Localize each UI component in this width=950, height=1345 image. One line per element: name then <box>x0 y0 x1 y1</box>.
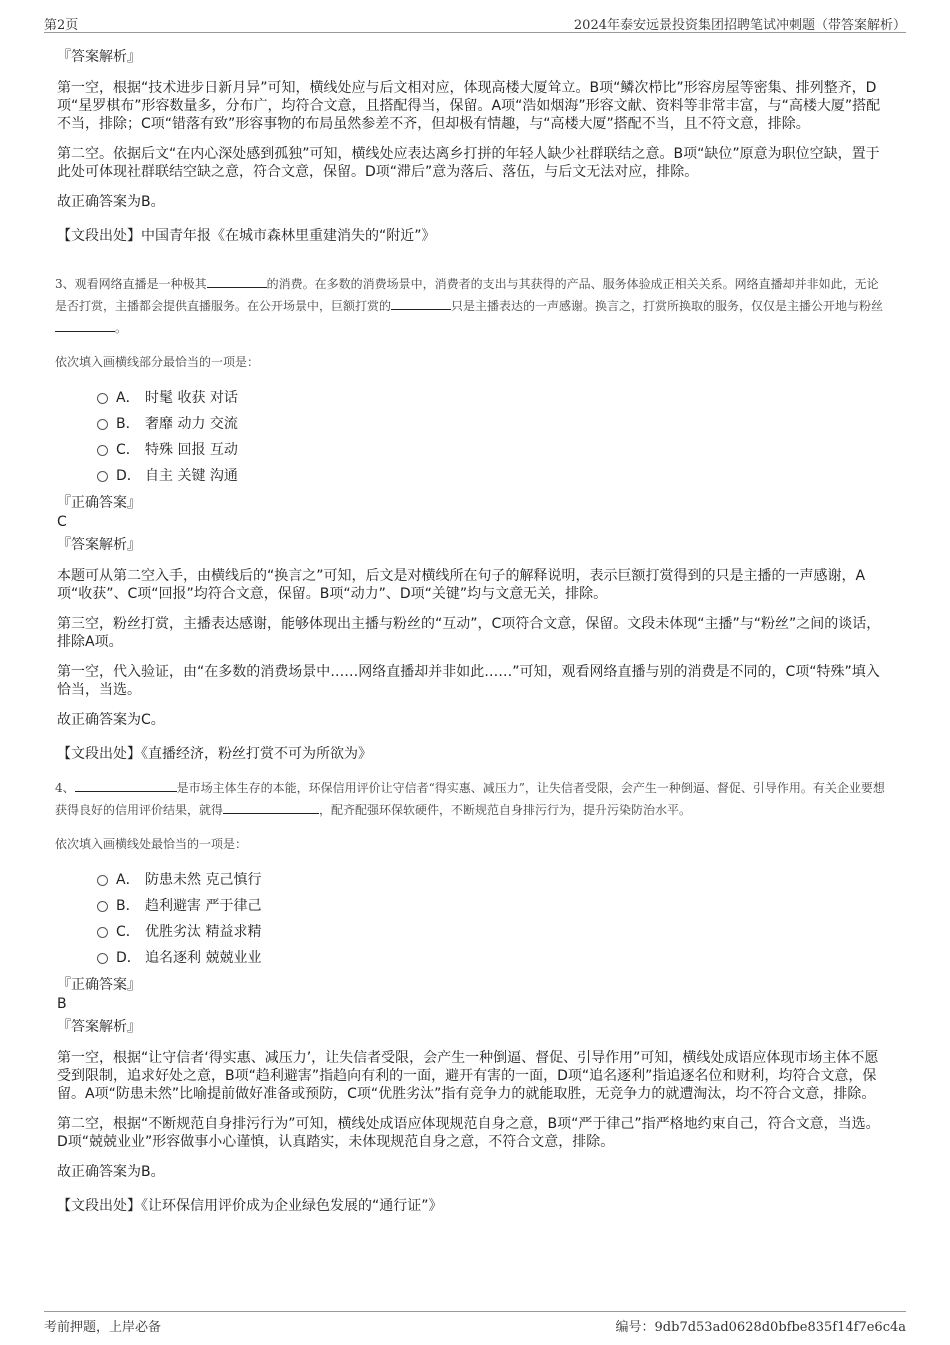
q2-answer-statement: 故正确答案为B。 <box>57 194 165 210</box>
radio-icon[interactable] <box>97 471 108 482</box>
option-text: 时髦 收获 对话 <box>145 390 238 406</box>
q4-prompt: 依次填入画横线处最恰当的一项是： <box>55 837 248 851</box>
q4-options <box>57 867 889 971</box>
q4-option-b[interactable] <box>57 893 889 919</box>
q3-options <box>57 385 889 489</box>
radio-icon[interactable] <box>97 875 108 886</box>
q3-text-part: 3、观看网络直播是一种极其 <box>55 277 207 291</box>
q4-correct-answer: B <box>57 996 67 1012</box>
q4-question-text <box>55 777 889 821</box>
option-text: 奢靡 动力 交流 <box>145 416 238 432</box>
q3-blank-2 <box>391 297 451 310</box>
q3-source: 【文段出处】《直播经济，粉丝打赏不可为所欲为》 <box>57 746 372 762</box>
page-header <box>44 14 906 33</box>
q4-text-part: 4、 <box>55 781 75 795</box>
q3-option-c[interactable] <box>57 437 889 463</box>
q2-analysis-paragraph: 第一空，根据“技术进步日新月异”可知，横线处应与后文相对应，体现高楼大厦耸立。B项“鳞次栉比”形容房屋等密集、排列整齐，D项“星罗棋布”形容数量多，分布广，均符合文意，且搭配得当，保留。A项“浩如烟海”形容文献、资料等非常丰富，与“高楼大厦”搭配不当，排除；C项“错落有致”形容事物的布局虽然参差不齐，但却极有情趣，与“高楼大厦”搭配不当，且不符文意，排除。 <box>57 80 881 132</box>
document-code: 编号：9db7d53ad0628d0bfbe835f14f7e6c4a <box>615 1320 906 1335</box>
q4-option-c[interactable] <box>57 919 889 945</box>
q3-analysis-paragraph: 本题可从第二空入手，由横线后的“换言之”可知，后文是对横线所在句子的解释说明，表示巨额打赏得到的只是主播的一声感谢，A项“收获”、C项“回报”均符合文意，保留。B项“动力”、D项“关键”均与文意无关，排除。 <box>57 568 866 602</box>
option-letter: C． <box>116 442 140 458</box>
q3-question-text <box>55 273 889 339</box>
radio-icon[interactable] <box>97 419 108 430</box>
q4-blank-1 <box>75 779 177 792</box>
page-number: 第2页 <box>44 18 79 33</box>
q3-analysis-label: 『答案解析』 <box>57 537 141 553</box>
q4-analysis-paragraph: 第二空，根据“不断规范自身排污行为”可知，横线处成语应体现规范自身之意，B项“严于律己”指严格地约束自己，符合文意，当选。D项“兢兢业业”形容做事小心谨慎，认真踏实，未体现规范自身之意，不符合文意，排除。 <box>57 1116 880 1150</box>
option-letter: A． <box>116 390 140 406</box>
q3-option-a[interactable] <box>57 385 889 411</box>
q3-text-part: 的消费。在多数的消费场景中，消费者的支出与其获得的产品、服务体验成正相关关系。网络直播却并非如此，无论是否打赏，主播都会提供直播服务。在公开场景中，巨额打赏的 <box>55 277 879 313</box>
q2-analysis-label: 『答案解析』 <box>57 49 141 65</box>
option-letter: C． <box>116 924 140 940</box>
radio-icon[interactable] <box>97 953 108 964</box>
option-text: 追名逐利 兢兢业业 <box>145 950 262 966</box>
document-title: 2024年泰安远景投资集团招聘笔试冲刺题（带答案解析） <box>573 18 906 33</box>
q4-correct-label: 『正确答案』 <box>57 977 141 993</box>
q4-analysis-label: 『答案解析』 <box>57 1019 141 1035</box>
q4-option-d[interactable] <box>57 945 889 971</box>
q4-analysis-paragraph: 第一空，根据“让守信者‘得实惠、减压力’，让失信者受限，会产生一种倒逼、督促、引导作用”可知，横线处成语应体现市场主体不愿受到限制，追求好处之意，B项“趋利避害”指趋向有利的一面，避开有害的一面，D项“追名逐利”指追逐名位和财利，均符合文意，保留。A项“防患未然”比喻提前做好准备或预防，C项“优胜劣汰”指有竞争力的就能取胜，无竞争力的就遭淘汰，均不符合文意，排除。 <box>57 1050 879 1102</box>
q3-correct-answer: C <box>57 514 67 530</box>
radio-icon[interactable] <box>97 393 108 404</box>
q3-text-part: 。 <box>115 321 128 335</box>
q2-source: 【文段出处】中国青年报《在城市森林里重建消失的“附近”》 <box>57 228 436 244</box>
option-text: 自主 关键 沟通 <box>145 468 238 484</box>
q3-answer-statement: 故正确答案为C。 <box>57 712 165 728</box>
option-letter: D． <box>116 468 141 484</box>
q3-option-b[interactable] <box>57 411 889 437</box>
q3-blank-1 <box>207 275 267 288</box>
option-letter: D． <box>116 950 141 966</box>
radio-icon[interactable] <box>97 901 108 912</box>
radio-icon[interactable] <box>97 445 108 456</box>
option-text: 防患未然 克己慎行 <box>145 872 262 888</box>
option-text: 优胜劣汰 精益求精 <box>145 924 262 940</box>
q3-correct-label: 『正确答案』 <box>57 495 141 511</box>
radio-icon[interactable] <box>97 927 108 938</box>
q4-blank-2 <box>223 801 319 814</box>
option-text: 趋利避害 严于律己 <box>145 898 262 914</box>
footer-slogan: 考前押题，上岸必备 <box>44 1320 162 1335</box>
q3-analysis-paragraph: 第一空，代入验证，由“在多数的消费场景中……网络直播却并非如此……”可知，观看网络直播与别的消费是不同的，C项“特殊”填入恰当，当选。 <box>57 664 880 698</box>
q3-prompt: 依次填入画横线部分最恰当的一项是： <box>55 355 260 369</box>
q4-option-a[interactable] <box>57 867 889 893</box>
option-text: 特殊 回报 互动 <box>145 442 238 458</box>
page-content <box>57 43 889 1215</box>
q4-text-part: ，配齐配强环保软硬件，不断规范自身排污行为，提升污染防治水平。 <box>319 803 692 817</box>
q3-text-part: 只是主播表达的一声感谢。换言之，打赏所换取的服务，仅仅是主播公开地与粉丝 <box>451 299 884 313</box>
q4-answer-statement: 故正确答案为B。 <box>57 1164 165 1180</box>
option-letter: A． <box>116 872 140 888</box>
page-footer <box>44 1311 906 1334</box>
q4-text-part: 是市场主体生存的本能，环保信用评价让守信者“得实惠、减压力”，让失信者受限，会产生一种倒逼、督促、引导作用。有关企业要想获得良好的信用评价结果，就得 <box>55 781 885 817</box>
q3-blank-3 <box>55 319 115 332</box>
option-letter: B． <box>116 416 140 432</box>
option-letter: B． <box>116 898 140 914</box>
q3-analysis-paragraph: 第三空，粉丝打赏，主播表达感谢，能够体现出主播与粉丝的“互动”，C项符合文意，保留。文段未体现“主播”与“粉丝”之间的谈话，排除A项。 <box>57 616 881 650</box>
q3-option-d[interactable] <box>57 463 889 489</box>
q4-source: 【文段出处】《让环保信用评价成为企业绿色发展的“通行证”》 <box>57 1198 443 1214</box>
q2-analysis-paragraph: 第二空。依据后文“在内心深处感到孤独”可知，横线处应表达离乡打拼的年轻人缺少社群联结之意。B项“缺位”原意为职位空缺，置于此处可体现社群联结空缺之意，符合文意，保留。D项“滞后”意为落后、落伍，与后文无法对应，排除。 <box>57 146 880 180</box>
